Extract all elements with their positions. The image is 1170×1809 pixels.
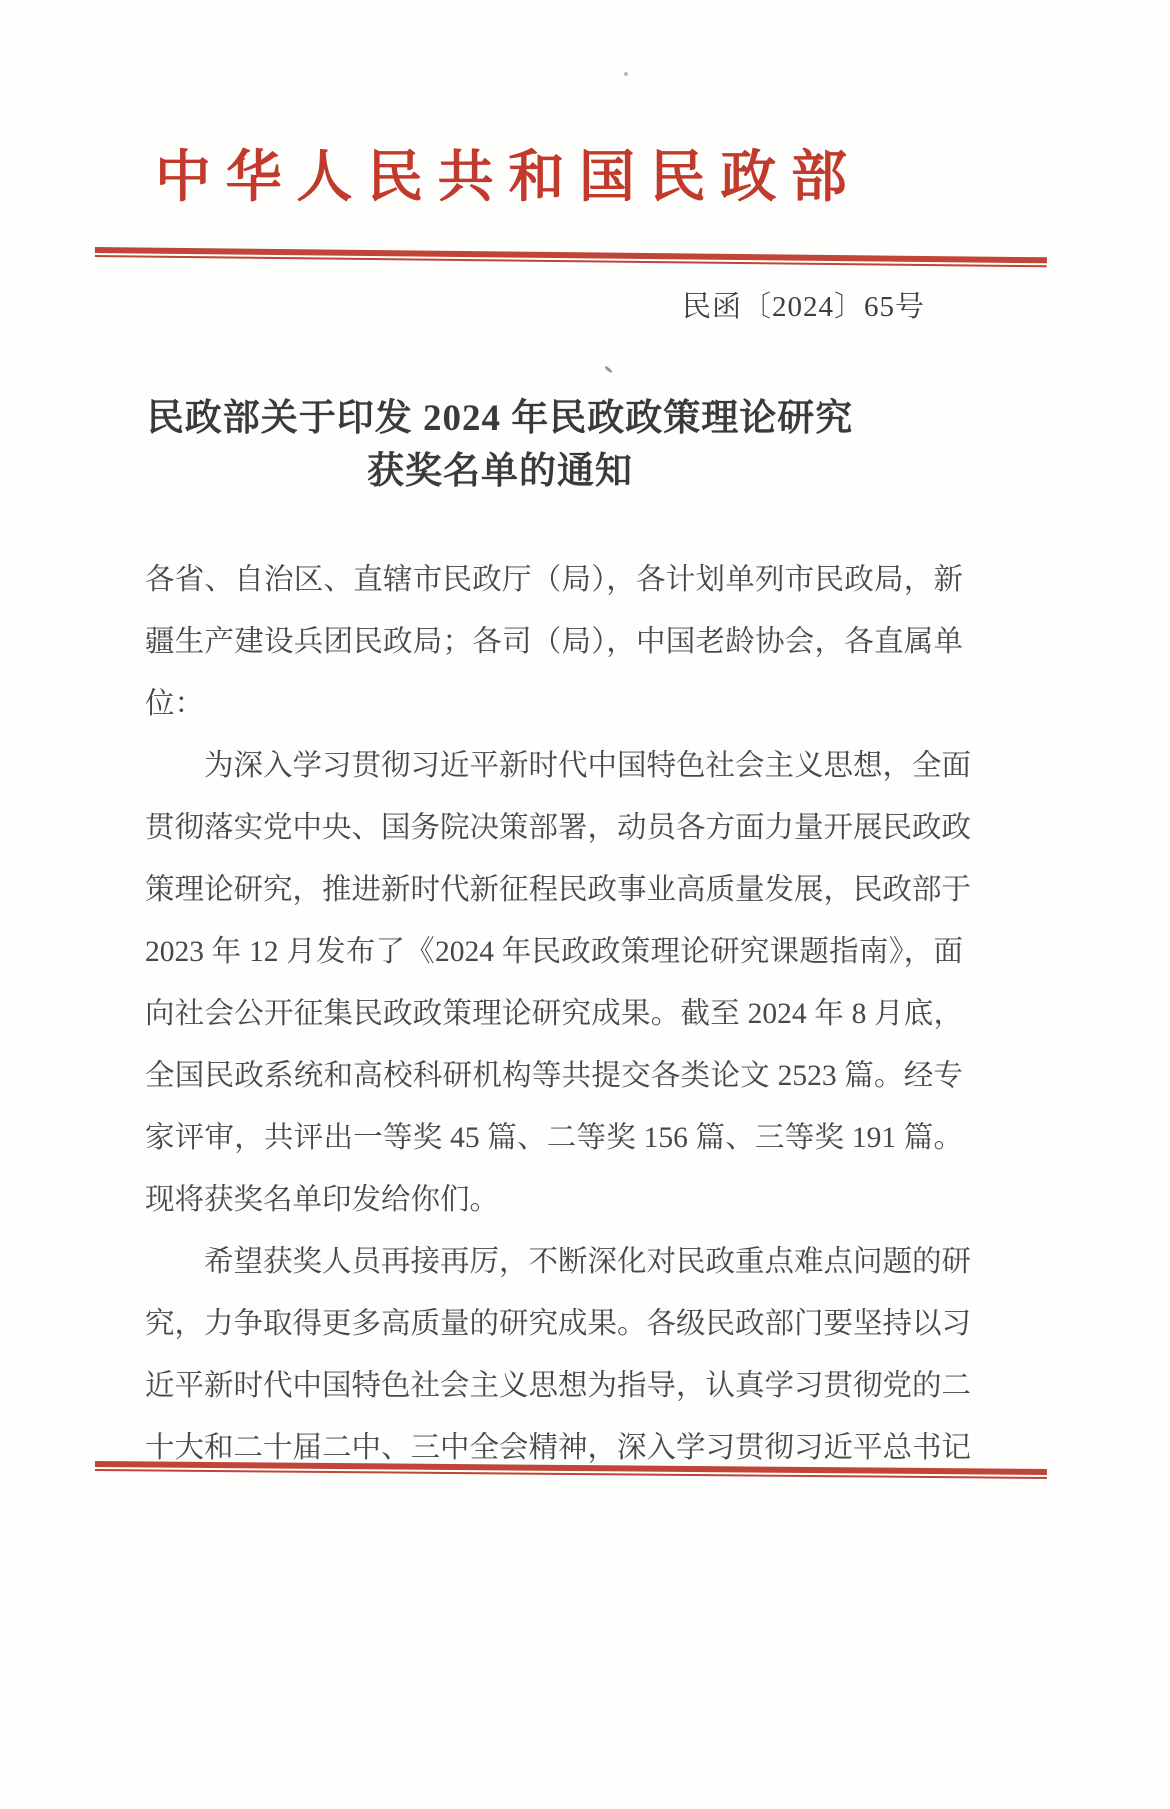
body-line: 向社会公开征集民政政策理论研究成果。截至 2024 年 8 月底， [145,998,963,1030]
body-line: 策理论研究，推进新时代新征程民政事业高质量发展，民政部于 [145,874,972,906]
body-line: 贯彻落实党中央、国务院决策部署，动员各方面力量开展民政政 [145,812,972,844]
body-paragraph-background [145,735,972,1231]
document-body [145,549,972,1479]
letterhead-divider-rule [95,247,1047,267]
body-line: 疆生产建设兵团民政局；各司（局），中国老龄协会，各直属单 [145,626,963,658]
body-line: 十大和二十届二中、三中全会精神，深入学习贯彻习近平总书记 [145,1432,972,1464]
body-line: 近平新时代中国特色社会主义思想为指导，认真学习贯彻党的二 [145,1370,972,1402]
document-number: 民函〔2024〕65号 [681,291,925,323]
body-line: 现将获奖名单印发给你们。 [145,1184,500,1216]
body-line: 2023 年 12 月发布了《2024 年民政政策理论研究课题指南》，面 [145,936,963,968]
letterhead-title: 中华人民共和国民政部 [155,147,847,209]
body-line: 全国民政系统和高校科研机构等共提交各类论文 2523 篇。经专 [145,1060,963,1092]
document-title-line-1: 民政部关于印发 2024 年民政政策理论研究 [146,398,854,439]
body-line: 为深入学习贯彻习近平新时代中国特色社会主义思想，全面 [204,750,972,782]
document-title [130,392,870,498]
body-line: 各省、自治区、直辖市民政厅（局），各计划单列市民政局，新 [145,564,963,596]
body-line: 位： [145,688,205,720]
scan-speck [604,365,613,373]
body-line: 家评审，共评出一等奖 45 篇、二等奖 156 篇、三等奖 191 篇。 [145,1122,963,1154]
body-paragraph-recipients [145,549,963,735]
body-line: 究，力争取得更多高质量的研究成果。各级民政部门要坚持以习 [145,1308,972,1340]
document-title-line-2: 获奖名单的通知 [367,451,633,492]
body-line: 希望获奖人员再接再厉，不断深化对民政重点难点问题的研 [204,1246,972,1278]
scan-speck [624,72,628,76]
body-paragraph-expectations [145,1231,972,1479]
